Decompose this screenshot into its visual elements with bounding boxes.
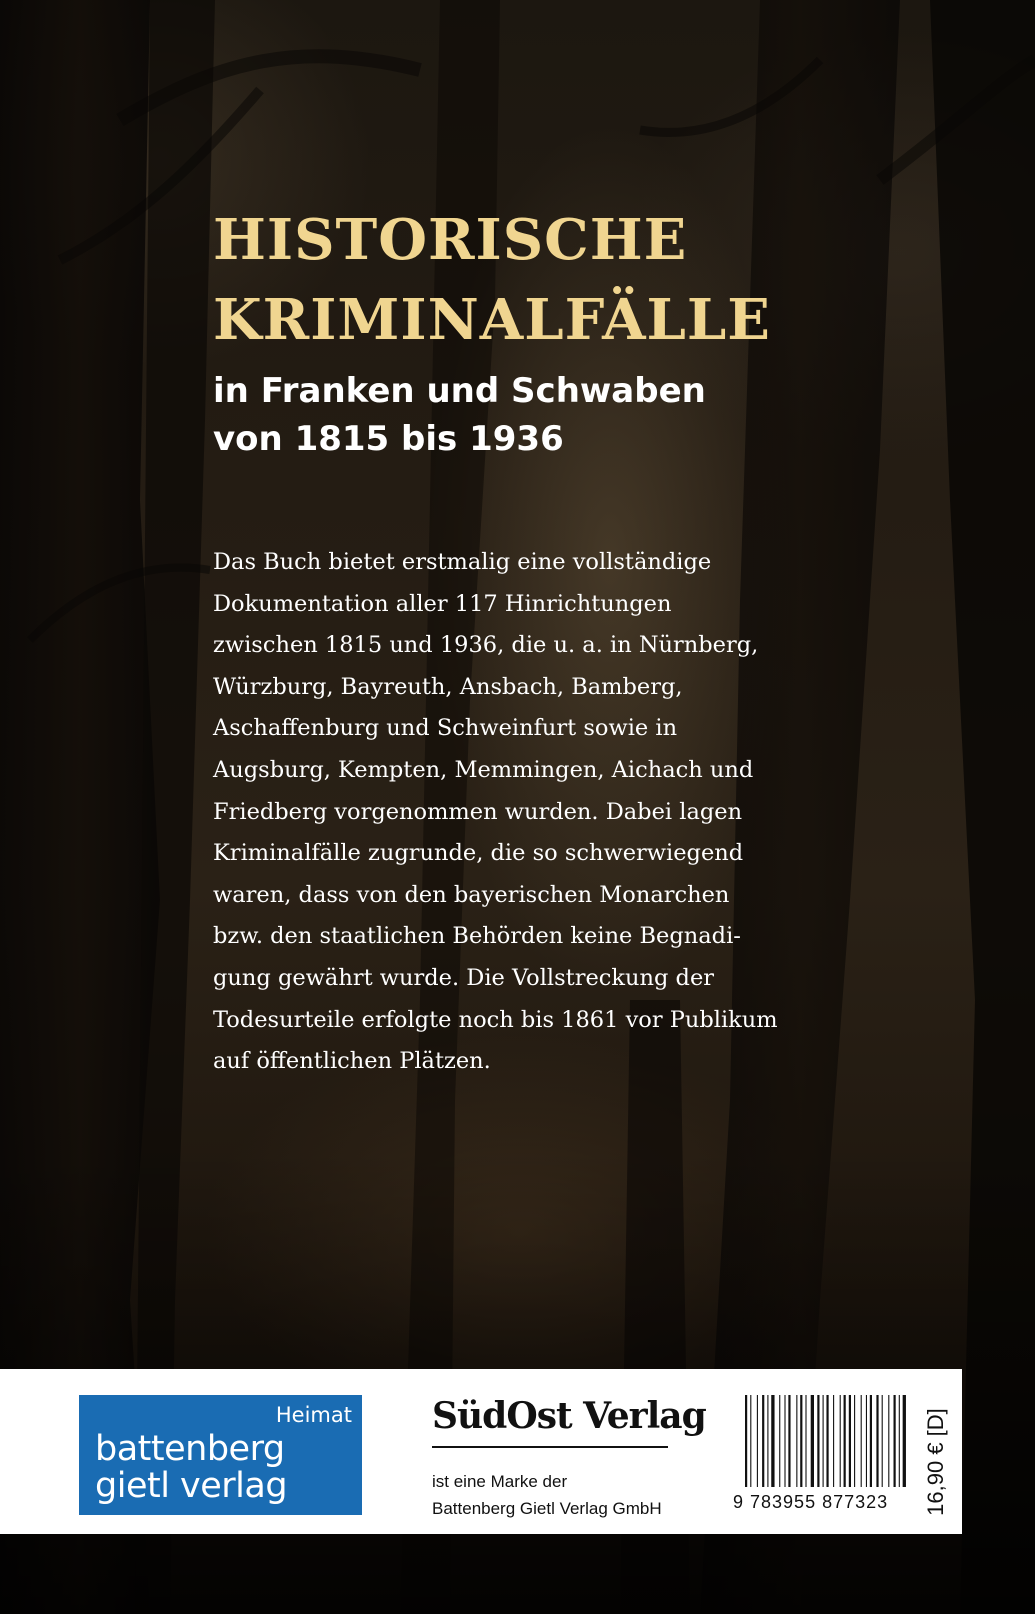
barcode-bar	[762, 1395, 764, 1487]
barcode-bar	[779, 1395, 780, 1487]
barcode-bar	[757, 1395, 758, 1487]
barcode-bar	[882, 1395, 883, 1487]
barcode-bar	[888, 1395, 889, 1487]
barcode-bar	[861, 1395, 862, 1487]
isbn-digits: 9 783955 877323	[733, 1492, 889, 1512]
subtitle-line-1: in Franken und Schwaben	[213, 371, 706, 411]
blurb-line: Würzburg, Bayreuth, Ansbach, Bamberg,	[213, 673, 683, 700]
barcode-bar	[788, 1395, 790, 1487]
blurb-line: Das Buch bietet erstmalig eine vollständige	[213, 549, 712, 575]
barcode-bar	[840, 1395, 841, 1487]
publisher-name: SüdOst Verlag	[432, 1395, 706, 1437]
blurb-line: Aschaffenburg und Schweinfurt sowie in	[213, 715, 678, 742]
blurb-line: zwischen 1815 und 1936, die u. a. in Nürnberg,	[213, 632, 759, 659]
barcode-bar	[771, 1395, 774, 1487]
blurb-line: Kriminalfälle zugrunde, die so schwerwiegend	[213, 840, 744, 867]
book-subtitle	[213, 367, 973, 463]
barcode-bar	[745, 1395, 747, 1487]
imprint-note	[432, 1468, 662, 1522]
barcode-bar	[876, 1395, 878, 1487]
book-title	[213, 200, 973, 360]
barcode-bar	[903, 1395, 906, 1487]
blurb-line: gung gewährt wurde. Die Vollstreckung der	[213, 964, 715, 991]
imprint-line-2: Battenberg Gietl Verlag GmbH	[432, 1499, 662, 1518]
barcode-bar	[870, 1395, 872, 1487]
blurb-line: Augsburg, Kempten, Memmingen, Aichach und	[213, 756, 754, 783]
blurb-line: Dokumentation aller 117 Hinrichtungen	[213, 590, 672, 617]
barcode-bar	[866, 1395, 867, 1487]
publisher-rule	[432, 1446, 668, 1448]
price-label: 16,90 € [D]	[923, 1408, 948, 1516]
blurb-line: Todesurteile erfolgte noch bis 1861 vor Publikum	[213, 1006, 778, 1033]
imprint-line-1: ist eine Marke der	[432, 1472, 568, 1491]
publisher-strip	[0, 1369, 962, 1534]
blurb-line: bzw. den staatlichen Behörden keine Begnadi-	[213, 923, 741, 950]
blurb-line: waren, dass von den bayerischen Monarchen	[213, 881, 730, 908]
barcode-bar	[899, 1395, 900, 1487]
logo-line-1: battenberg	[95, 1429, 285, 1469]
isbn-barcode	[743, 1395, 909, 1500]
barcode-bar	[817, 1395, 819, 1487]
logo-line-2: gietl verlag	[95, 1466, 288, 1506]
barcode-bar	[894, 1395, 896, 1487]
title-line-2: KRIMINALFÄLLE	[213, 287, 771, 353]
blurb-line: Friedberg vorgenommen wurden. Dabei lagen	[213, 798, 743, 825]
barcode-bar	[849, 1395, 851, 1487]
barcode-bar	[854, 1395, 855, 1487]
barcode-bar	[796, 1395, 797, 1487]
blurb-line: auf öffentlichen Plätzen.	[213, 1048, 491, 1075]
barcode-bar	[823, 1395, 824, 1487]
logo-kicker: Heimat	[275, 1403, 352, 1427]
barcode-bar	[767, 1395, 768, 1487]
blurb-text	[213, 542, 973, 1083]
barcode-bar	[826, 1395, 828, 1487]
barcode-bar	[750, 1395, 751, 1487]
subtitle-line-2: von 1815 bis 1936	[213, 419, 564, 459]
barcode-bar	[844, 1395, 846, 1487]
battenberg-gietl-logo	[79, 1395, 362, 1515]
barcode-bar	[805, 1395, 806, 1487]
barcode-bar	[833, 1395, 834, 1487]
barcode-bar	[784, 1395, 785, 1487]
barcode-bar	[811, 1395, 814, 1487]
title-line-1: HISTORISCHE	[213, 207, 688, 273]
barcode-bar	[800, 1395, 802, 1487]
